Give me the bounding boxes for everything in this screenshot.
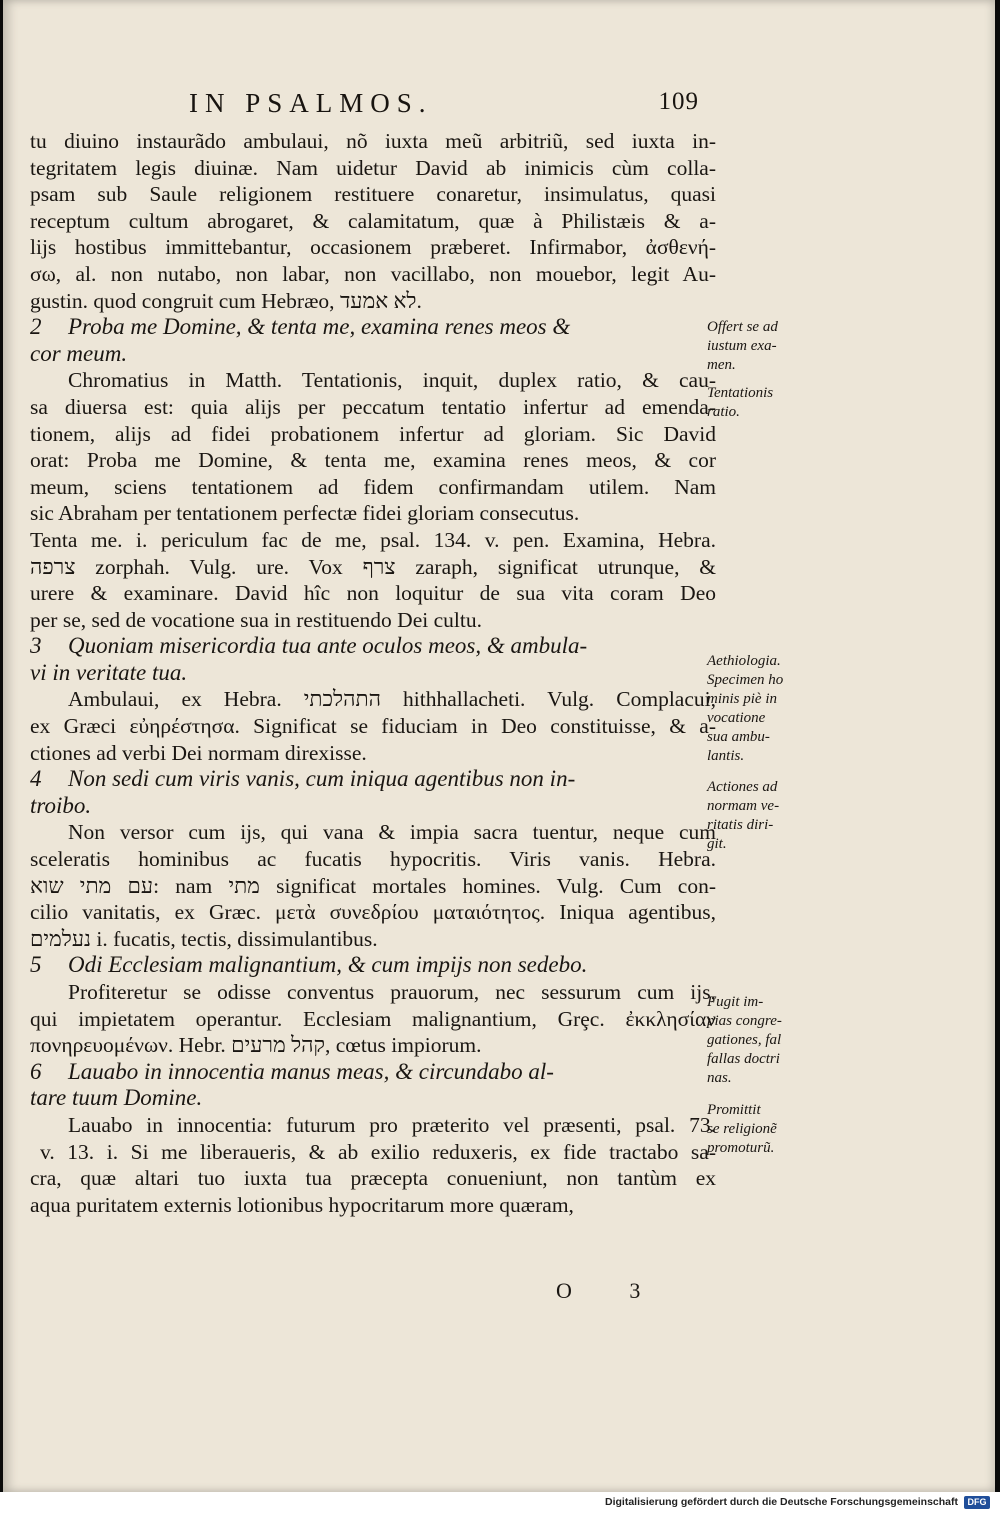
verse-line <box>30 952 716 979</box>
verse-number: 6 <box>30 1058 42 1084</box>
text-line: aqua puritatem externis lotionibus hypocritarum more quæram, <box>30 1192 574 1217</box>
text-line: Ambulaui, ex Hebra. התהלכתי hithhallacheti. Vulg. Complacui, <box>68 687 716 712</box>
margin-note-line: Offert se ad <box>707 319 778 335</box>
text-line: πονηρευομένων. Hebr. קהל מרעים, cœtus impiorum. <box>30 1033 482 1058</box>
verse-line <box>30 633 716 660</box>
margin-note-line: Fugit im- <box>707 994 764 1010</box>
text-line: cra, quæ altari tuo iuxta tua præcepta conueniunt, non tantùm ex <box>30 1166 716 1191</box>
verse-text: Lauabo in innocentia manus meas, & circundabo al- <box>68 1058 554 1084</box>
text-line: Chromatius in Matth. Tentationis, inquit, duplex ratio, & cau- <box>68 368 716 393</box>
margin-note-line: Aethiologia. <box>707 653 781 669</box>
text-line: Tenta me. i. periculum fac de me, psal. 134. v. pen. Examina, Hebra. <box>30 527 716 552</box>
book-page <box>3 0 995 1492</box>
margin-note-line: Tentationis <box>707 385 774 401</box>
margin-note-line: Actiones ad <box>707 779 778 795</box>
text-line: Lauabo in innocentia: futurum pro præterito vel præsenti, psal. 73. <box>68 1112 716 1137</box>
verse-line: troibo. <box>30 792 92 818</box>
verse-number: 3 <box>30 633 42 659</box>
margin-note <box>707 993 819 1088</box>
verse-line <box>30 314 716 341</box>
running-title: IN PSALMOS. <box>189 88 433 118</box>
text-line: sic Abraham per tentationem perfectæ fidei gloriam consecutus. <box>30 501 580 526</box>
margin-note-line: sua ambu- <box>707 729 770 745</box>
margin-note-line: normam ve- <box>707 798 780 814</box>
text-line: σω, al. non nutabo, non labar, non vacillabo, non mouebor, legit Au- <box>30 261 716 286</box>
margin-note-line: ritatis diri- <box>707 817 774 833</box>
margin-note-line: lantis. <box>707 748 745 764</box>
funding-credit: Digitalisierung gefördert durch die Deutsche Forschungsgemeinschaft <box>605 1496 958 1508</box>
margin-note-line: fallas doctri <box>707 1051 780 1067</box>
verse-line <box>30 766 716 793</box>
page-number: 109 <box>658 88 699 115</box>
text-line: tu diuino instaurãdo ambulaui, nõ iuxta meũ arbitriũ, sed iuxta in- <box>30 129 716 153</box>
verse-number: 5 <box>30 952 42 978</box>
text-line: orat: Proba me Domine, & tenta me, examina renes meos, & cor <box>30 448 716 473</box>
verse-number: 4 <box>30 766 42 792</box>
dfg-logo: DFG <box>964 1496 990 1509</box>
margin-note-line: Promittit <box>707 1102 761 1118</box>
text-line: עם מתי שוא: nam מתי significat mortales homines. Vulg. Cum con- <box>30 873 716 898</box>
page-header <box>189 88 699 128</box>
verse-text: Quoniam misericordia tua ante oculos meos, & ambula- <box>68 633 588 659</box>
margin-note-line: vocatione <box>707 710 766 726</box>
text-line: gustin. quod congruit cum Hebræo, לא אמעד. <box>30 288 422 313</box>
text-line: per se, sed de vocatione sua in restituendo Dei cultu. <box>30 607 482 632</box>
text-line: qui impietatem operantur. Ecclesiam malignantium, Grȩc. ἐκκλησίαν <box>30 1006 716 1031</box>
verse-number: 2 <box>30 314 42 340</box>
footer-bar <box>0 1492 1000 1514</box>
margin-note-line: git. <box>707 836 727 852</box>
verse-text: Odi Ecclesiam malignantium, & cum impijs non sedebo. <box>68 952 588 978</box>
text-line: Profiteretur se odisse conventus prauorum, nec sessurum cum ijs, <box>68 980 716 1004</box>
margin-note <box>707 318 819 375</box>
signature-mark: O 3 <box>556 1278 667 1303</box>
text-line: lijs hostibus immittebantur, occasionem præberet. Infirmabor, ἀσθενή- <box>30 235 716 260</box>
text-line: ctiones ad verbi Dei normam direxisse. <box>30 740 367 765</box>
verse-text: Proba me Domine, & tenta me, examina renes meos & <box>68 314 571 340</box>
text-line: psam sub Saule religionem restituere conaretur, insimulatus, quasi <box>30 182 716 207</box>
text-line: v. 13. i. Si me liberaueris, & ab exilio reduxeris, ex fide tractabo sa- <box>40 1139 716 1164</box>
margin-note-line: gationes, fal <box>707 1032 782 1048</box>
margin-note <box>707 778 819 854</box>
margin-note-line: men. <box>707 357 736 373</box>
margin-note-line: iustum exa- <box>707 338 777 354</box>
body-text <box>30 128 716 1218</box>
verse-text: Non sedi cum viris vanis, cum iniqua agentibus non in- <box>68 766 576 792</box>
text-line: sa diuersa est: quia alijs per peccatum tentatio infertur ad emenda- <box>30 394 716 419</box>
text-line: צרפה zorphah. Vulg. ure. Vox צרף zaraph, significat utrunque, & <box>30 554 716 579</box>
text-line: tegritatem legis diuinæ. Nam uidetur David ab inimicis cùm colla- <box>30 155 716 180</box>
margin-note-line: promoturũ. <box>707 1140 775 1156</box>
text-line: urere & examinare. David hîc non loquitur de sua vita coram Deo <box>30 581 716 606</box>
text-line: meum, sciens tentationem ad fidem confirmandam utilem. Nam <box>30 474 716 499</box>
text-line: Non versor cum ijs, qui vana & impia sacra tuentur, neque cum <box>68 820 716 845</box>
verse-line: tare tuum Domine. <box>30 1085 203 1111</box>
text-line: sceleratis hominibus ac fucatis hypocritis. Viris vanis. Hebra. <box>30 847 716 872</box>
margin-note-line: minis piè in <box>707 691 777 707</box>
verse-line <box>30 1059 716 1086</box>
margin-note <box>707 1101 819 1158</box>
margin-note <box>707 652 819 766</box>
margin-note <box>707 384 819 422</box>
text-line: cilio vanitatis, ex Græc. μετὰ συνεδρίου ματαιότητος. Iniqua agentibus, <box>30 900 716 925</box>
verse-line: cor meum. <box>30 340 128 366</box>
verse-line: vi in veritate tua. <box>30 659 188 685</box>
text-line: נעלמים i. fucatis, tectis, dissimulantibus. <box>30 926 378 951</box>
text-line: ex Græci εὐηρέστησα. Significat se fiduciam in Deo constituisse, & a- <box>30 714 716 739</box>
margin-note-line: pias congre- <box>707 1013 782 1029</box>
margin-note-line: se religionẽ <box>707 1121 777 1137</box>
text-line: tionem, alijs ad fidei probationem infertur ad gloriam. Sic David <box>30 421 716 446</box>
text-line: receptum cultum abrogaret, & calamitatum, quæ à Philistæis & a- <box>30 208 716 233</box>
margin-note-line: nas. <box>707 1070 732 1086</box>
margin-note-line: ratio. <box>707 404 740 420</box>
margin-note-line: Specimen ho <box>707 672 784 688</box>
